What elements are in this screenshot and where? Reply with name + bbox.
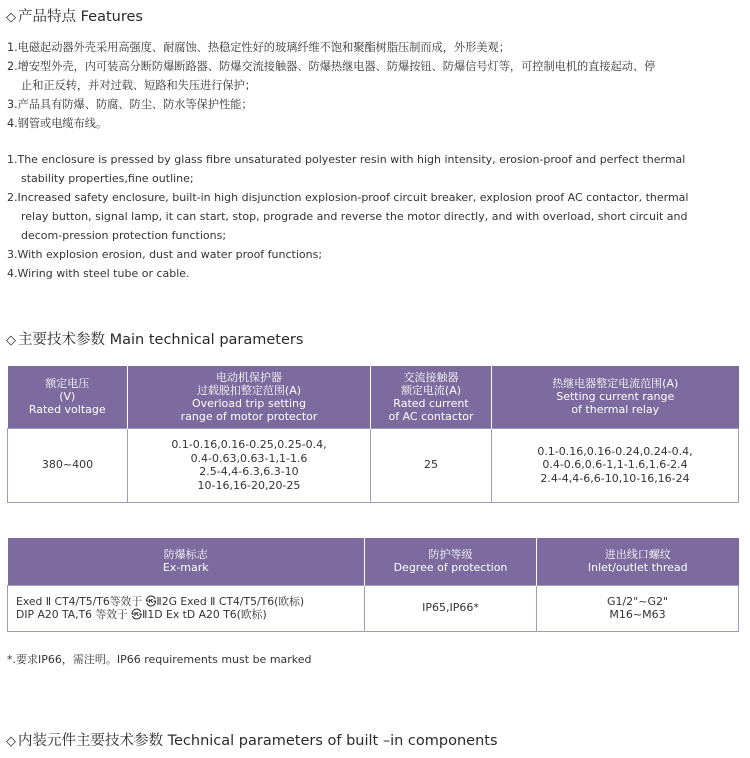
feature-zh-4: 4.钢管或电缆布线。 <box>7 117 108 130</box>
main-params-header-row <box>8 366 739 428</box>
main-params-title: 主要技术参数 Main technical parameters <box>18 332 304 348</box>
components-title: 内装元件主要技术参数 Technical parameters of built –in components <box>18 733 498 749</box>
ex-table-header-row <box>8 538 739 585</box>
feature-en-1-cont: stability properties,fine outline; <box>21 172 194 185</box>
header-contactor-current: 交流接触器 额定电流(A) Rated current of AC contactor <box>371 366 492 428</box>
diamond-icon: ◇ <box>6 333 16 348</box>
header-thread: 进出线口螺纹 Inlet/outlet thread <box>537 538 739 585</box>
cell-protection: IP65,IP66* <box>365 585 537 631</box>
feature-zh-3: 3.产品具有防爆、防腐、防尘、防水等保护性能； <box>7 98 253 111</box>
feature-en-2: 2.Increased safety enclosure, built-in high disjunction explosion-proof circuit breaker, explosion proof AC contactor, thermal <box>7 191 689 204</box>
cell-thermal-range: 0.1-0.16,0.16-0.24,0.24-0.4, 0.4-0.6,0.6-1,1-1.6,1.6-2.4 2.4-4,4-6,6-10,10-16,16-24 <box>492 428 739 502</box>
cell-overload-range: 0.1-0.16,0.16-0.25,0.25-0.4, 0.4-0.63,0.63-1,1-1.6 2.5-4,4-6.3,6.3-10 10-16,16-20,20-25 <box>128 428 371 502</box>
ex-table <box>7 538 739 632</box>
header-thermal-range: 热继电器整定电流范围(A) Setting current range of thermal relay <box>492 366 739 428</box>
feature-en-3: 3.With explosion erosion, dust and water proof functions; <box>7 248 323 261</box>
feature-en-4: 4.Wiring with steel tube or cable. <box>7 267 190 280</box>
cell-ex-mark: Exed Ⅱ CT4/T5/T6等效于 ㉿Ⅱ2G Exed Ⅱ CT4/T5/T6(欧标) DIP A20 TA,T6 等效于 ㉿Ⅱ1D Ex tD A20 T6(欧标) <box>8 585 365 631</box>
features-title: 产品特点 Features <box>18 9 143 25</box>
main-params-table <box>7 366 739 503</box>
diamond-icon: ◇ <box>6 734 16 749</box>
cell-thread: G1/2"~G2" M16~M63 <box>537 585 739 631</box>
table-row <box>8 428 739 502</box>
header-ex-mark: 防爆标志 Ex-mark <box>8 538 365 585</box>
cell-voltage: 380~400 <box>8 428 128 502</box>
diamond-icon: ◇ <box>6 10 16 25</box>
cell-contactor-current: 25 <box>371 428 492 502</box>
feature-en-1: 1.The enclosure is pressed by glass fibre unsaturated polyester resin with high intensity, erosion-proof and perfect thermal <box>7 153 686 166</box>
feature-en-2-cont-a: relay button, signal lamp, it can start, stop, prograde and reverse the motor directly, and with overload, short circuit and <box>21 210 688 223</box>
components-heading <box>6 729 498 750</box>
header-overload-range: 电动机保护器 过载脱扣整定范围(A) Overload trip setting range of motor protector <box>128 366 371 428</box>
table-row <box>8 585 739 631</box>
feature-en-2-cont-b: decom-pression protection functions; <box>21 229 227 242</box>
feature-zh-2-cont: 止和正反转，并对过载、短路和失压进行保护； <box>21 79 256 92</box>
header-protection: 防护等级 Degree of protection <box>365 538 537 585</box>
feature-zh-1: 1.电磁起动器外壳采用高强度、耐腐蚀、热稳定性好的玻璃纤维不饱和聚酯树脂压制而成，外形美观； <box>7 41 510 54</box>
features-en-list <box>7 150 740 283</box>
main-params-heading <box>6 328 303 349</box>
feature-zh-2: 2.增安型外壳，内可装高分断防爆断路器、防爆交流接触器、防爆热继电器、防爆按钮、防爆信号灯等，可控制电机的直接起动、停 <box>7 60 656 73</box>
header-rated-voltage: 额定电压 (V) Rated voltage <box>8 366 128 428</box>
features-heading <box>6 5 143 26</box>
ip66-note: *.要求IP66，需注明。IP66 requirements must be marked <box>7 653 312 666</box>
features-zh-list <box>7 38 740 133</box>
